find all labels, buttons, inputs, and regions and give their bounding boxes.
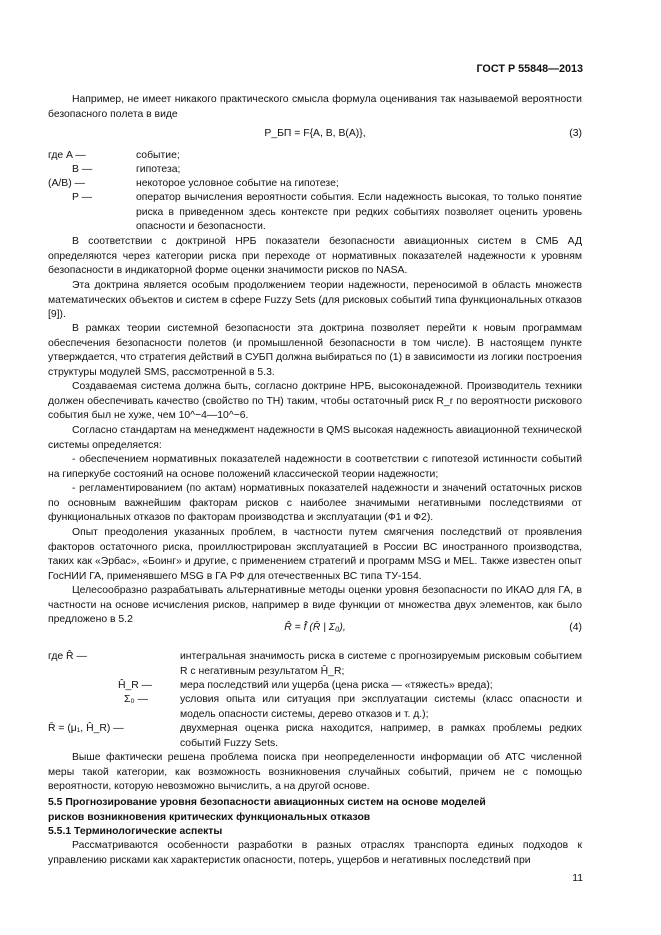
definition-text: интегральная значимость риска в системе с прогнозируемым рисковым событием R с негативным результатом Ĥ_R; [180, 651, 582, 677]
formula-4-number: (4) [569, 622, 582, 633]
section-heading-5-5 [48, 796, 518, 825]
definition-term: где A — [48, 150, 86, 161]
definition-item [48, 149, 582, 164]
definition-term: Σ₀ — [124, 694, 149, 705]
definition-text: гипотеза; [136, 164, 181, 175]
definition-item [48, 191, 582, 235]
definition-text: мера последствий или ущерба (цена риска — «тяжесть» вреда); [180, 680, 493, 691]
page-number: 11 [572, 873, 583, 884]
section-heading-5-5-text: 5.5 Прогнозирование уровня безопасности авиационных систем на основе моделей рисков возникновения критических функциональных отказов [48, 797, 486, 823]
paragraph-conclusion: Выше фактически решена проблема поиска при неопределенности информации об АТС численной меры такой категории, как возможность возникновения случайных событий, причем не с помощью вероятности, которую невозможно вычислить, а на другой основе. [48, 752, 582, 792]
paragraph-bullet-2: - регламентированием (по актам) нормативных показателей надежности и значений остаточных рисков по основным важнейшим факторам рисков с наиболее значимыми негативными последствиями от функциональных отказов по факторам производства и эксплуатации (Ф1 и Ф2). [48, 483, 582, 523]
definition-item [48, 722, 582, 752]
formula-4 [48, 621, 582, 641]
definition-item [48, 693, 582, 723]
definition-term: Ĥ_R — [118, 680, 153, 691]
section-heading-5-5-1: 5.5.1 Терминологические аспекты [48, 826, 223, 837]
document-header: ГОСТ Р 55848—2013 [476, 63, 583, 75]
definition-term: P — [72, 192, 93, 203]
definition-term: где R̂ — [48, 651, 87, 662]
formula-4-text: R̂ = f̂ (R̄ | Σ₀), [284, 622, 346, 633]
paragraph-nrb-doctrine: В соответствии с доктриной НРБ показатели безопасности авиационных систем в СМБ АД определяются через категории риска при переходе от нормативных показателей надежности к уровням безопасности в индикаторной форме оценки значимости рисков по NASA. [48, 236, 582, 276]
definition-text: событие; [136, 150, 180, 161]
definition-text: некоторое условное событие на гипотезе; [136, 178, 339, 189]
paragraph-alternative-methods: Целесообразно разрабатывать альтернативные методы оценки уровня безопасности по ИКАО для ГА, в частности на основе исчисления рисков, например в виде функции от множества двух элементов, как было предложено в 5.2 [48, 585, 582, 625]
paragraph-system-safety: В рамках теории системной безопасности эта доктрина позволяет перейти к новым программам обеспечения безопасности полетов (и промышленной безопасности в том числе). В настоящем пункте утверждается, что стратегия действий в СУБП должна выбираться по (1) в зависимости из логики построения структуры модулей SMS, рассмотренной в 5.3. [48, 323, 582, 378]
formula-3-number: (3) [569, 128, 582, 139]
definition-term: R̄ = (μ₁, Ĥ_R) — [48, 723, 124, 734]
paragraph-high-reliability: Создаваемая система должна быть, согласно доктрине НРБ, высоконадежной. Производитель техники должен обеспечивать качество (свойство по ТН) таким, чтобы остаточный риск R_r по вероятности рискового события был не хуже, чем 10^−4—10^−6. [48, 381, 582, 421]
formula-3-text: P_БП = F{A, B, B(A)}, [264, 128, 366, 139]
definition-item [48, 679, 582, 694]
definition-item [48, 163, 582, 178]
paragraph-bullet-1: - обеспечением нормативных показателей надежности в соответствии с гипотезой истинности событий на гиперкубе состояний на основе положений классической теории надежности; [48, 454, 582, 480]
formula-3 [48, 127, 582, 142]
paragraph-doctrine-extension: Эта доктрина является особым продолжением теории надежности, переносимой в область множеств математических объектов и систем в сфере Fuzzy Sets (для рисковых событий типа функциональных отказов [9]). [48, 280, 582, 320]
definition-term: B — [72, 164, 93, 175]
paragraph-qms-standards: Согласно стандартам на менеджмент надежности в QMS высокая надежность авиационной технической системы определяется: [48, 425, 582, 451]
paragraph-terminology: Рассматриваются особенности разработки в разных отраслях транспорта единых подходов к управлению рисками как характеристик опасности, потерь, ущербов и негативных последствий при [48, 840, 582, 866]
definition-text: оператор вычисления вероятности события. Если надежность высокая, то только понятие риска в приведенном здесь контексте при редких событиях позволяет оценить уровень опасности и безопасности. [136, 192, 582, 232]
definition-text: условия опыта или ситуация при эксплуатации системы (класс опасности и модель опасности системы, дерево отказов и т. д.); [180, 694, 582, 720]
paragraph-intro: Например, не имеет никакого практического смысла формула оценивания так называемой вероятности безопасного полета в виде [48, 94, 582, 120]
definition-text: двухмерная оценка риска находится, например, в рамках проблемы редких событий Fuzzy Sets. [180, 723, 582, 749]
definition-item [48, 177, 582, 192]
definition-item [48, 650, 582, 680]
definition-term: (A/B) — [48, 178, 85, 189]
paragraph-experience: Опыт преодоления указанных проблем, в частности путем смягчения последствий от проявления факторов остаточного риска, проиллюстрирован эксплуатацией в России ВС иностранного производства, таких как «Эрбас», «Боинг» и другие, с применением стратегий и программ MSG и MEL. Также известен опыт ГосНИИ ГА, применявшего MSG в ГА РФ для отечественных ВС типа ТУ-154. [48, 527, 582, 582]
